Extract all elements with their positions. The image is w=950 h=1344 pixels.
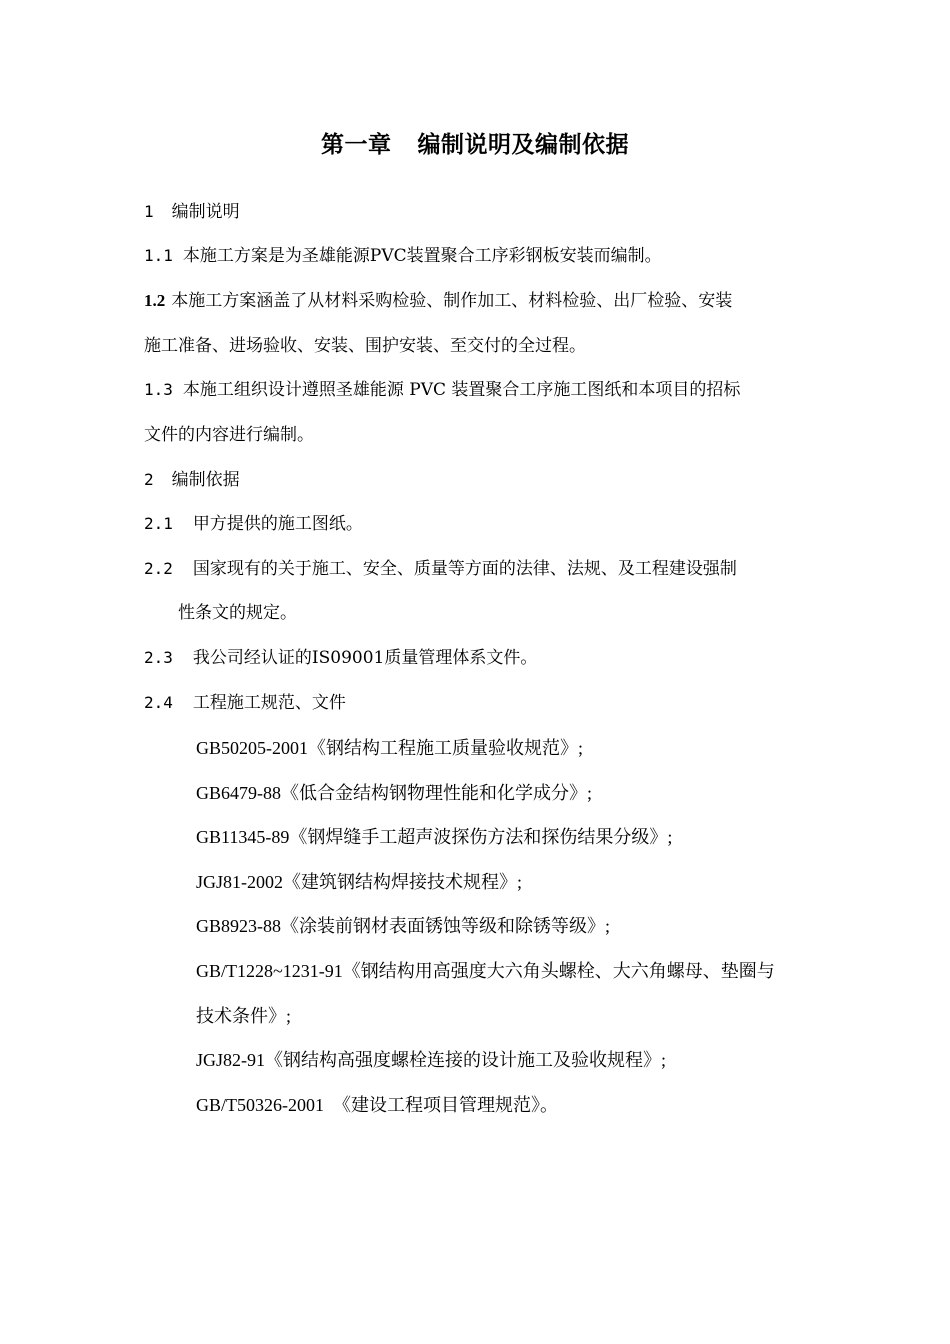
page-title <box>0 126 950 159</box>
standard-item: GB8923-88《涂装前钢材表面锈蚀等级和除锈等级》; <box>196 916 610 936</box>
paragraph-text: 工程施工规范、文件 <box>192 693 346 713</box>
section-label: 编制依据 <box>171 470 240 490</box>
paragraph-text: 我公司经认证的IS09001质量管理体系文件。 <box>192 648 538 668</box>
chapter-title: 编制说明及编制依据 <box>417 132 629 158</box>
standard-item: JGJ82-91《钢结构高强度螺栓连接的设计施工及验收规程》; <box>196 1050 667 1070</box>
standard-item: GB/T50326-2001 《建设工程项目管理规范》。 <box>196 1095 558 1115</box>
paragraph-text: 本施工方案是为圣雄能源PVC装置聚合工序彩钢板安装而编制。 <box>182 246 662 266</box>
paragraph-2-3 <box>144 646 537 670</box>
section-label: 编制说明 <box>171 202 240 222</box>
standard-item: GB/T1228~1231-91《钢结构用高强度大六角头螺栓、大六角螺母、垫圈与 <box>196 961 775 981</box>
standard-item: GB50205-2001《钢结构工程施工质量验收规范》; <box>196 738 583 758</box>
paragraph-1-1 <box>144 244 662 268</box>
standard-item-continuation: 技术条件》; <box>196 1006 292 1026</box>
section-2-heading <box>144 468 240 492</box>
paragraph-1-2-line-2: 施工准备、进场验收、安装、围护安装、至交付的全过程。 <box>144 336 586 356</box>
paragraph-number: 2.1 <box>144 514 173 533</box>
paragraph-2-1 <box>144 512 363 536</box>
paragraph-1-3-line-1 <box>144 378 740 402</box>
paragraph-text: 本施工组织设计遵照圣雄能源 PVC 装置聚合工序施工图纸和本项目的招标 <box>182 380 741 400</box>
section-1-heading <box>144 200 240 224</box>
paragraph-2-4 <box>144 691 346 715</box>
chapter-label: 第一章 <box>321 132 392 158</box>
paragraph-1-3-line-2: 文件的内容进行编制。 <box>144 425 314 445</box>
paragraph-number: 1.3 <box>144 380 173 399</box>
paragraph-text: 国家现有的关于施工、安全、质量等方面的法律、法规、及工程建设强制 <box>192 559 737 579</box>
standard-item: JGJ81-2002《建筑钢结构焊接技术规程》; <box>196 872 523 892</box>
paragraph-number: 1.2 <box>144 291 166 310</box>
paragraph-2-2-line-2: 性条文的规定。 <box>178 603 297 623</box>
section-number: 1 <box>144 202 154 221</box>
paragraph-text: 甲方提供的施工图纸。 <box>192 514 363 534</box>
standard-item: GB11345-89《钢焊缝手工超声波探伤方法和探伤结果分级》; <box>196 827 673 847</box>
standard-item: GB6479-88《低合金结构钢物理性能和化学成分》; <box>196 783 592 803</box>
paragraph-number: 2.2 <box>144 559 173 578</box>
paragraph-1-2-line-1 <box>144 289 732 313</box>
paragraph-number: 2.4 <box>144 693 173 712</box>
paragraph-text: 本施工方案涵盖了从材料采购检验、制作加工、材料检验、出厂检验、安装 <box>171 291 733 311</box>
paragraph-number: 2.3 <box>144 648 173 667</box>
section-number: 2 <box>144 470 154 489</box>
paragraph-2-2-line-1 <box>144 557 737 581</box>
paragraph-number: 1.1 <box>144 246 173 265</box>
